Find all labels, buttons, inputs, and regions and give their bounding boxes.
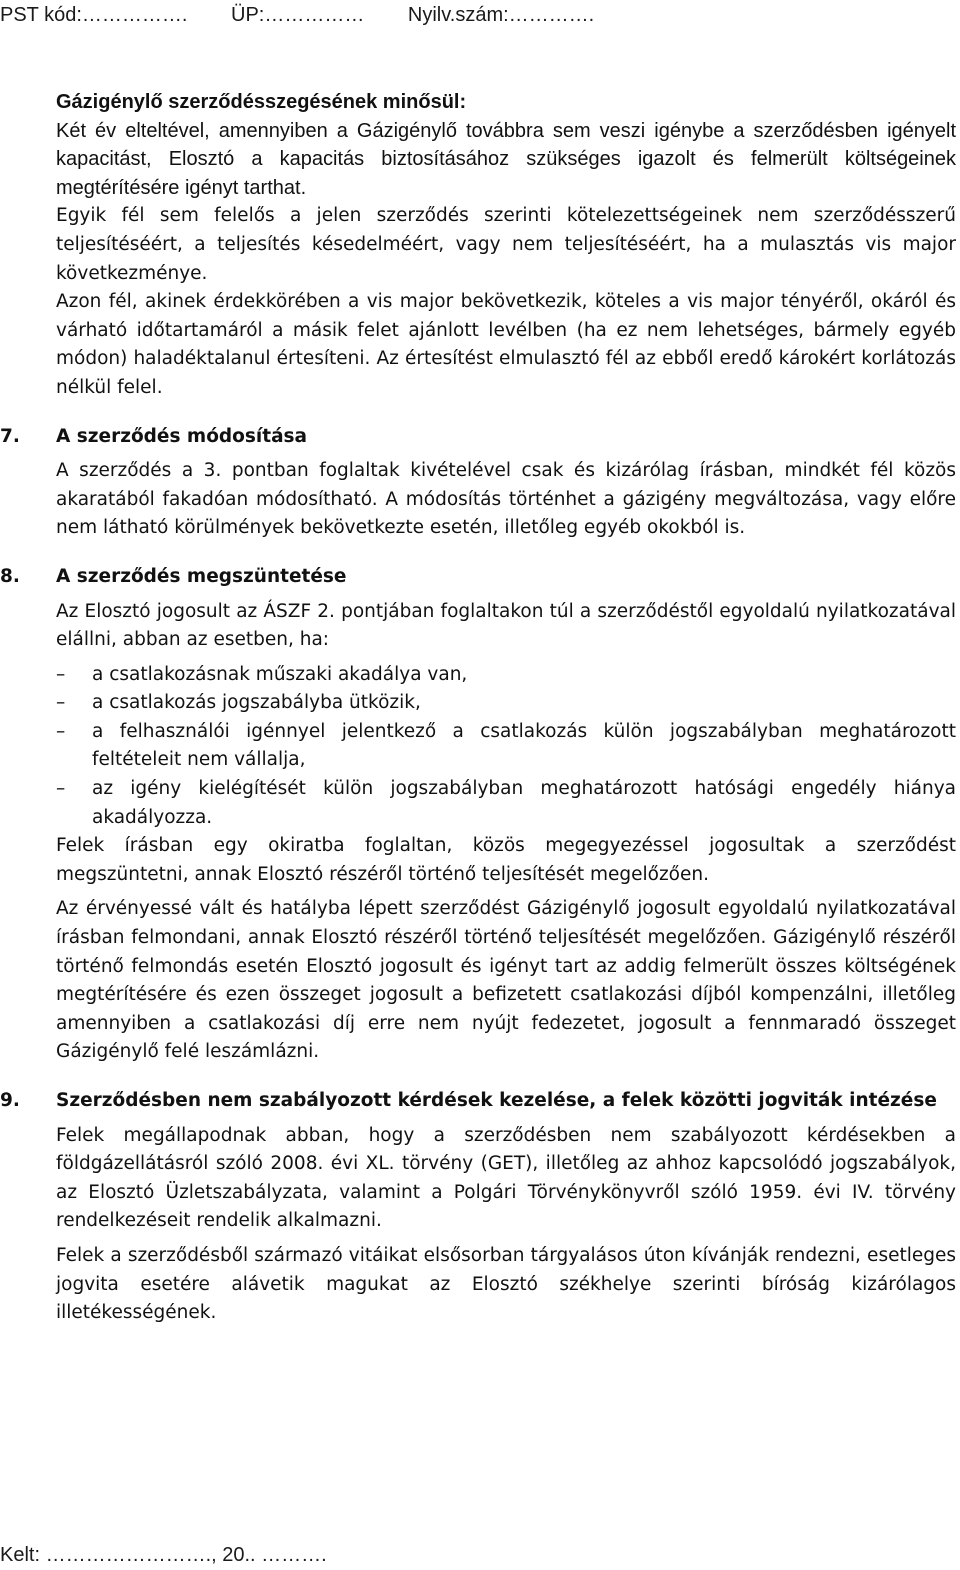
list-item: – a csatlakozásnak műszaki akadálya van, — [92, 661, 956, 690]
dash-bullet: – — [56, 720, 66, 742]
section-8-number: 8. — [0, 565, 20, 587]
section-8-paragraph-2: Felek írásban egy okiratba foglaltan, közös megegyezéssel jogosultak a szerződést megszüntetni, annak Elosztó részéről történő teljesítését megelőzően. — [56, 835, 956, 885]
document-body — [0, 88, 956, 1328]
section-9-title: Szerződésben nem szabályozott kérdések kezelése, a felek közötti jogviták intézése — [56, 1090, 937, 1111]
date-line: Kelt: ……………………., 20.. ………. — [0, 1544, 327, 1566]
section-8-intro: Az Elosztó jogosult az ÁSZF 2. pontjában foglaltakon túl a szerződéstől egyoldalú nyilatkozatával elállni, abban az esetben, ha: — [56, 600, 956, 651]
force-majeure-notice-paragraph: Azon fél, akinek érdekkörében a vis major bekövetkezik, köteles a vis major tényéről, okáról és várható időtartamáról a másik felet ajánlott levélben (ha ez nem lehetséges, bármely egyéb módon) haladéktalanul értesíteni. Az értesítést elmulasztó fél az ebből eredő károkért korlátozás nélkül felel. — [56, 291, 956, 398]
section-9-paragraph-2: Felek a szerződésből származó vitáikat elsősorban tárgyalásos úton kívánják rendezni, esetleges jogvita esetére alávetik magukat az Elosztó székhelye szerinti bíróság kizárólagos illetékességének. — [56, 1244, 956, 1324]
withdrawal-conditions-list — [56, 661, 956, 833]
force-majeure-paragraph: Egyik fél sem felelős a jelen szerződés szerinti kötelezettségeinek nem szerződésszerű teljesítéséért, a teljesítés késedelméért, vagy nem teljesítéséért, ha a mulasztás vis major következménye. — [56, 205, 956, 284]
section-7-paragraph: A szerződés a 3. pontban foglaltak kivételével csak és kizárólag írásban, mindkét fél közös akaratából fakadóan módosítható. A módosítás történhet a gázigény megváltozása, vagy előre nem látható körülmények bekövetkezte esetén, illetőleg egyéb okokból is. — [56, 460, 956, 539]
list-item: – a felhasználói igénnyel jelentkező a csatlakozás külön jogszabályban meghatározott feltételeit nem vállalja, — [92, 718, 956, 775]
section-9-number: 9. — [0, 1090, 20, 1111]
section-9-heading — [0, 1087, 956, 1116]
list-item: – a csatlakozás jogszabályba ütközik, — [92, 689, 956, 718]
section-8-paragraph-3: Az érvényessé vált és hatályba lépett szerződést Gázigénylő jogosult egyoldalú nyilatkozatával írásban felmondani, annak Elosztó részéről történő teljesítését megelőzően. Gázigénylő részéről történő felmondás esetén Elosztó jogosult és igényt tart az addig felmerült összes költségének megtérítésére és ezen összeget jogosult a befizetett csatlakozási díjból kompenzálni, illetőleg amennyiben a csatlakozási díj erre nem nyújt fedezetet, jogosult a fennmaradó összeget Gázigénylő felé leszámlázni. — [56, 898, 956, 1063]
section-7-title: A szerződés módosítása — [56, 425, 308, 447]
breach-paragraph-1: Két év elteltével, amennyiben a Gázigénylő továbbra sem veszi igénybe a szerződésben igényelt kapacitást, Elosztó a kapacitás biztosításához szükséges igazolt és felmerült költségeinek megtérítésére igényt tarthat. — [56, 119, 956, 199]
section-7-heading — [0, 423, 956, 452]
dash-bullet: – — [56, 663, 66, 685]
section-8-heading — [0, 563, 956, 592]
dash-bullet: – — [56, 692, 66, 714]
header-line — [0, 4, 960, 27]
registry-number-field: Nyilv.szám:…………. — [407, 4, 595, 26]
dash-bullet: – — [56, 778, 66, 800]
list-item: – az igény kielégítését külön jogszabályban meghatározott hatósági engedély hiánya akadályozza. — [92, 775, 956, 832]
section-8-title: A szerződés megszüntetése — [56, 565, 347, 587]
section-7-number: 7. — [0, 425, 20, 447]
section-9-paragraph-1: Felek megállapodnak abban, hogy a szerződésben nem szabályozott kérdésekben a földgázellátásról szóló 2008. évi XL. törvény (GET), illetőleg az ahhoz kapcsolódó jogszabályok, az Elosztó Üzletszabályzata, valamint a Polgári Törvénykönyvről szóló 1959. évi IV. törvény rendelkezéseit rendelik alkalmazni. — [56, 1124, 956, 1232]
breach-heading: Gázigénylő szerződésszegésének minősül: — [56, 91, 467, 113]
up-field: ÜP:…………… — [231, 4, 365, 26]
pst-code-field: PST kód:……………. — [0, 4, 188, 26]
